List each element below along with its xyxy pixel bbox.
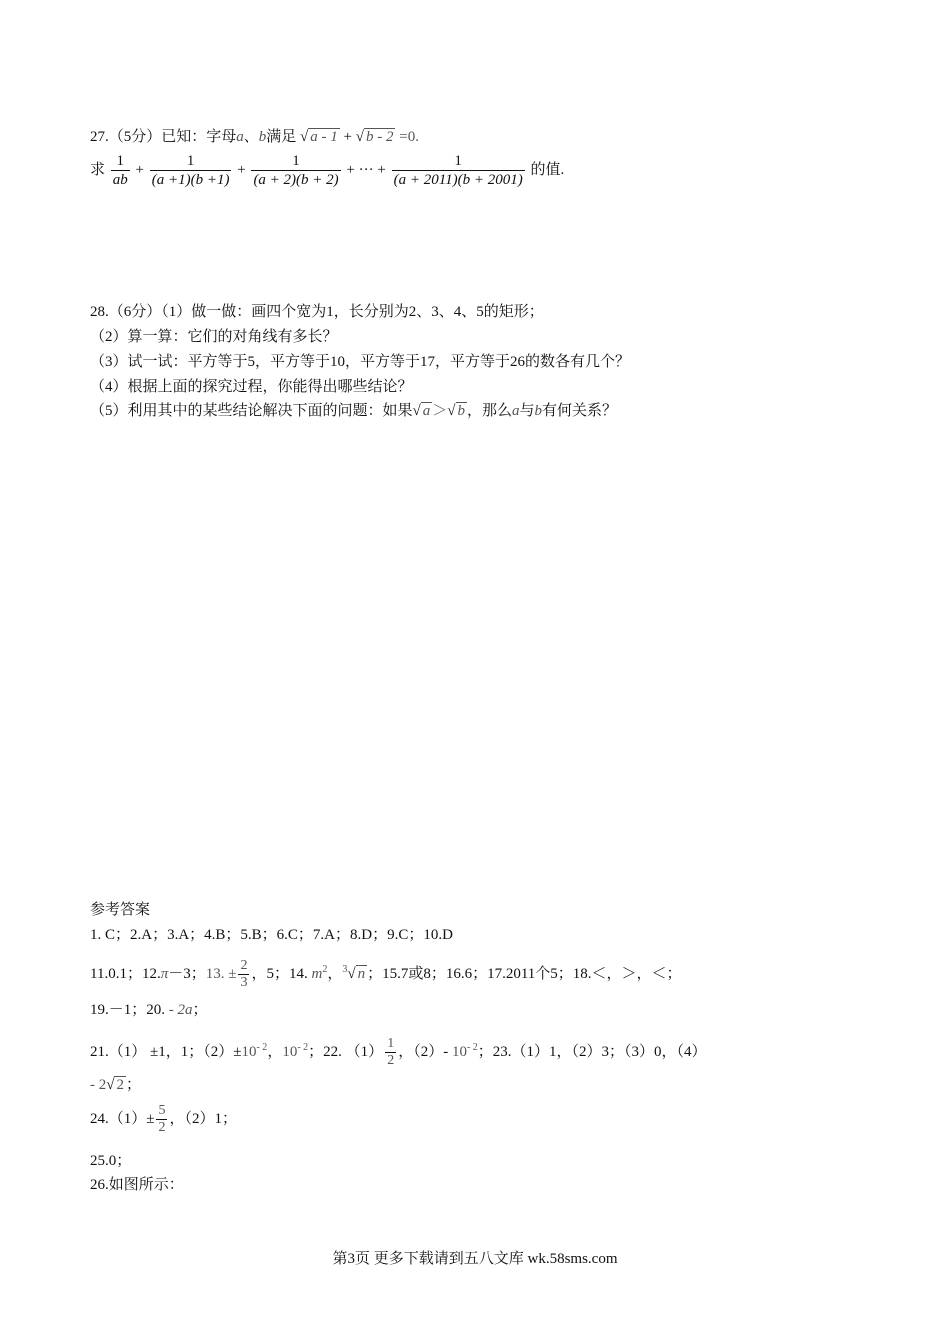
sqrt-a: √ a xyxy=(412,403,431,419)
sqrt-b-minus-2: √ b - 2 xyxy=(355,129,394,145)
answers-line-21: 21.（1） ±1，1；$(2)\pm 10^{- 2}$，$10^{- 2}$；22. （1） $\frac{1}{2}$ ，（2）- $10^{- 2}$；23.（1）1，（2）3；（3）0，（4） xyxy=(90,1036,707,1068)
q28-line3: （3）试一试：平方等于5，平方等于10，平方等于17，平方等于26的数各有几个？ xyxy=(90,354,631,370)
page-footer: 第3页 更多下载请到五八文库 wk.58sms.com xyxy=(332,1251,618,1267)
answers-line-23b: - 2√ 2 ； xyxy=(90,1077,141,1093)
sqrt-b: √ b xyxy=(447,403,465,419)
answers-line-26: 26.如图所示： xyxy=(90,1177,184,1193)
q28-line4: （4）根据上面的探究过程，你能得出哪些结论？ xyxy=(90,379,413,395)
answers-line-1: 1. C；2.A；3.A；4.B；5.B；6.C；7.A；8.D；9.C；10.D xyxy=(90,927,453,943)
q28-line2: （2）算一算：它们的对角线有多长？ xyxy=(90,329,338,345)
fraction-1-2: $\frac{1}{2}$ xyxy=(387,1036,395,1068)
cube-root-n: √ n xyxy=(347,965,366,982)
answers-line-25: 25.0； xyxy=(90,1153,132,1169)
fraction-1-ab: $\frac{1}{ab}$ xyxy=(112,153,128,188)
fraction-1-a2011b2001: $\frac{1}{(a + 2011)(b + 2001)}$ xyxy=(393,153,523,188)
fraction-1-a2b2: $\frac{1}{(a + 2)(b + 2)}$ xyxy=(253,153,339,188)
q28-line5: （5）利用其中的某些结论解决下面的问题：如果√ a ＞√ b ，那么a与b有何关系？ xyxy=(90,403,618,419)
fraction-5-2: $\frac{5}{2}$ xyxy=(158,1103,166,1135)
answers-line-24: 24.（1）± $\frac{5}{2}$ ，（2）1； xyxy=(90,1103,237,1135)
fraction-1-a1b1: $\frac{1}{(a +1)(b +1)}$ xyxy=(151,153,230,188)
answers-heading: 参考答案 xyxy=(90,902,151,918)
fraction-2-3: $\frac{2}{3}$ xyxy=(240,958,248,990)
sqrt-2: √ 2 xyxy=(106,1077,124,1093)
q27-line2: 求 $\frac{1}{ab}$ + $\frac{1}{(a +1)(b +1)}$ + $\frac{1}{(a + 2)(b + 2)}$ + ··· + $\frac{1}{(a + 2011)(b + 2001)}$ 的值. xyxy=(90,153,565,188)
answers-line-19: 19.－1；20. - 2a； xyxy=(90,1002,208,1018)
q28-line1: 28.（6分）（1）做一做：画四个宽为1，长分别为2、3、4、5的矩形； xyxy=(90,304,544,320)
sqrt-a-minus-1: √ a - 1 xyxy=(300,129,338,145)
q27-line1: 27.（5分）已知：字母a、b满足 √ a - 1 + √ b - 2 =0. xyxy=(90,129,419,145)
answers-line-11: 11.0.1；12.π－3；13. ± $\frac{2}{3}$ ，5；14. $m^2$，$^3$√ n ；15.7或8；16.6；17.2011个5；18.＜，＞，＜； xyxy=(90,958,682,990)
